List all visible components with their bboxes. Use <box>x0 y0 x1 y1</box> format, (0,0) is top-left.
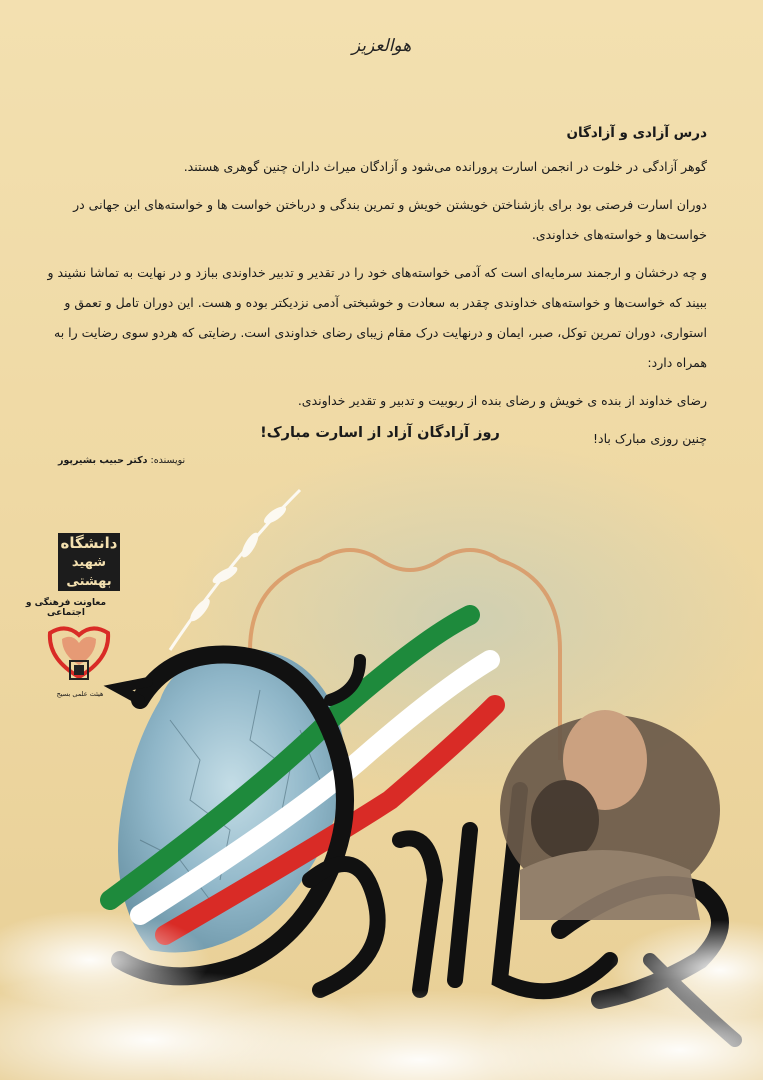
invocation-header: هوالعزیز <box>351 36 412 56</box>
shield-logo-icon <box>42 619 116 693</box>
author-credit <box>58 455 185 466</box>
paragraph: رضای خداوند از بنده ی خویش و رضای بنده از ربوبیت و تدبیر و تقدیر خداوندی. <box>297 393 707 408</box>
message-title: درس آزادی و آزادگان <box>566 125 707 141</box>
paragraph: و چه درخشان و ارجمند سرمایه‌ای است که آدمی خواسته‌های خود را در تقدیر و تدبیر خداوندی ببازد و در نهایت به تماشا نشیند و ببیند که خواست‌ها و خواسته‌های خداوندی چقدر به سعادت و خوشبختی آدمی نزدیکتر بوده و هست. این دوران تامل و تعمق و استواری، دوران تمرین توکل، صبر، ایمان و درنهایت درک مقام زیبای رضای خداوندی است. رضایتی که هردو سوی رضایت را به همراه دارد: <box>47 265 707 370</box>
university-name-line2: شهید بهشتی <box>66 554 112 589</box>
department-name: معاونت فرهنگی و اجتماعی <box>25 598 107 618</box>
paragraph: دوران اسارت فرصتی بود برای بازشناختن خویشتن خویش و تمرین بندگی و درباختن خواست ها و خواسته‌های این جهانی در خواست‌ها و خواسته‌های خداوندی. <box>73 197 707 242</box>
paragraph: چنین روزی مبارک باد! <box>593 431 707 446</box>
congratulation-line: روز آزادگان آزاد از اسارت مبارک! <box>260 425 500 441</box>
paragraph: گوهر آزادگی در خلوت در انجمن اسارت پرورانده می‌شود و آزادگان میراث داران چنین گوهری هستند. <box>183 159 707 174</box>
university-logo-icon <box>58 533 120 591</box>
author-label: نویسنده: <box>147 455 186 466</box>
author-name: دکتر حبیب بشیرپور <box>58 455 148 466</box>
organization-name: هیئت علمی بسیج <box>56 690 104 698</box>
university-name-line1: دانشگاه <box>60 533 118 552</box>
message-body <box>47 118 707 462</box>
